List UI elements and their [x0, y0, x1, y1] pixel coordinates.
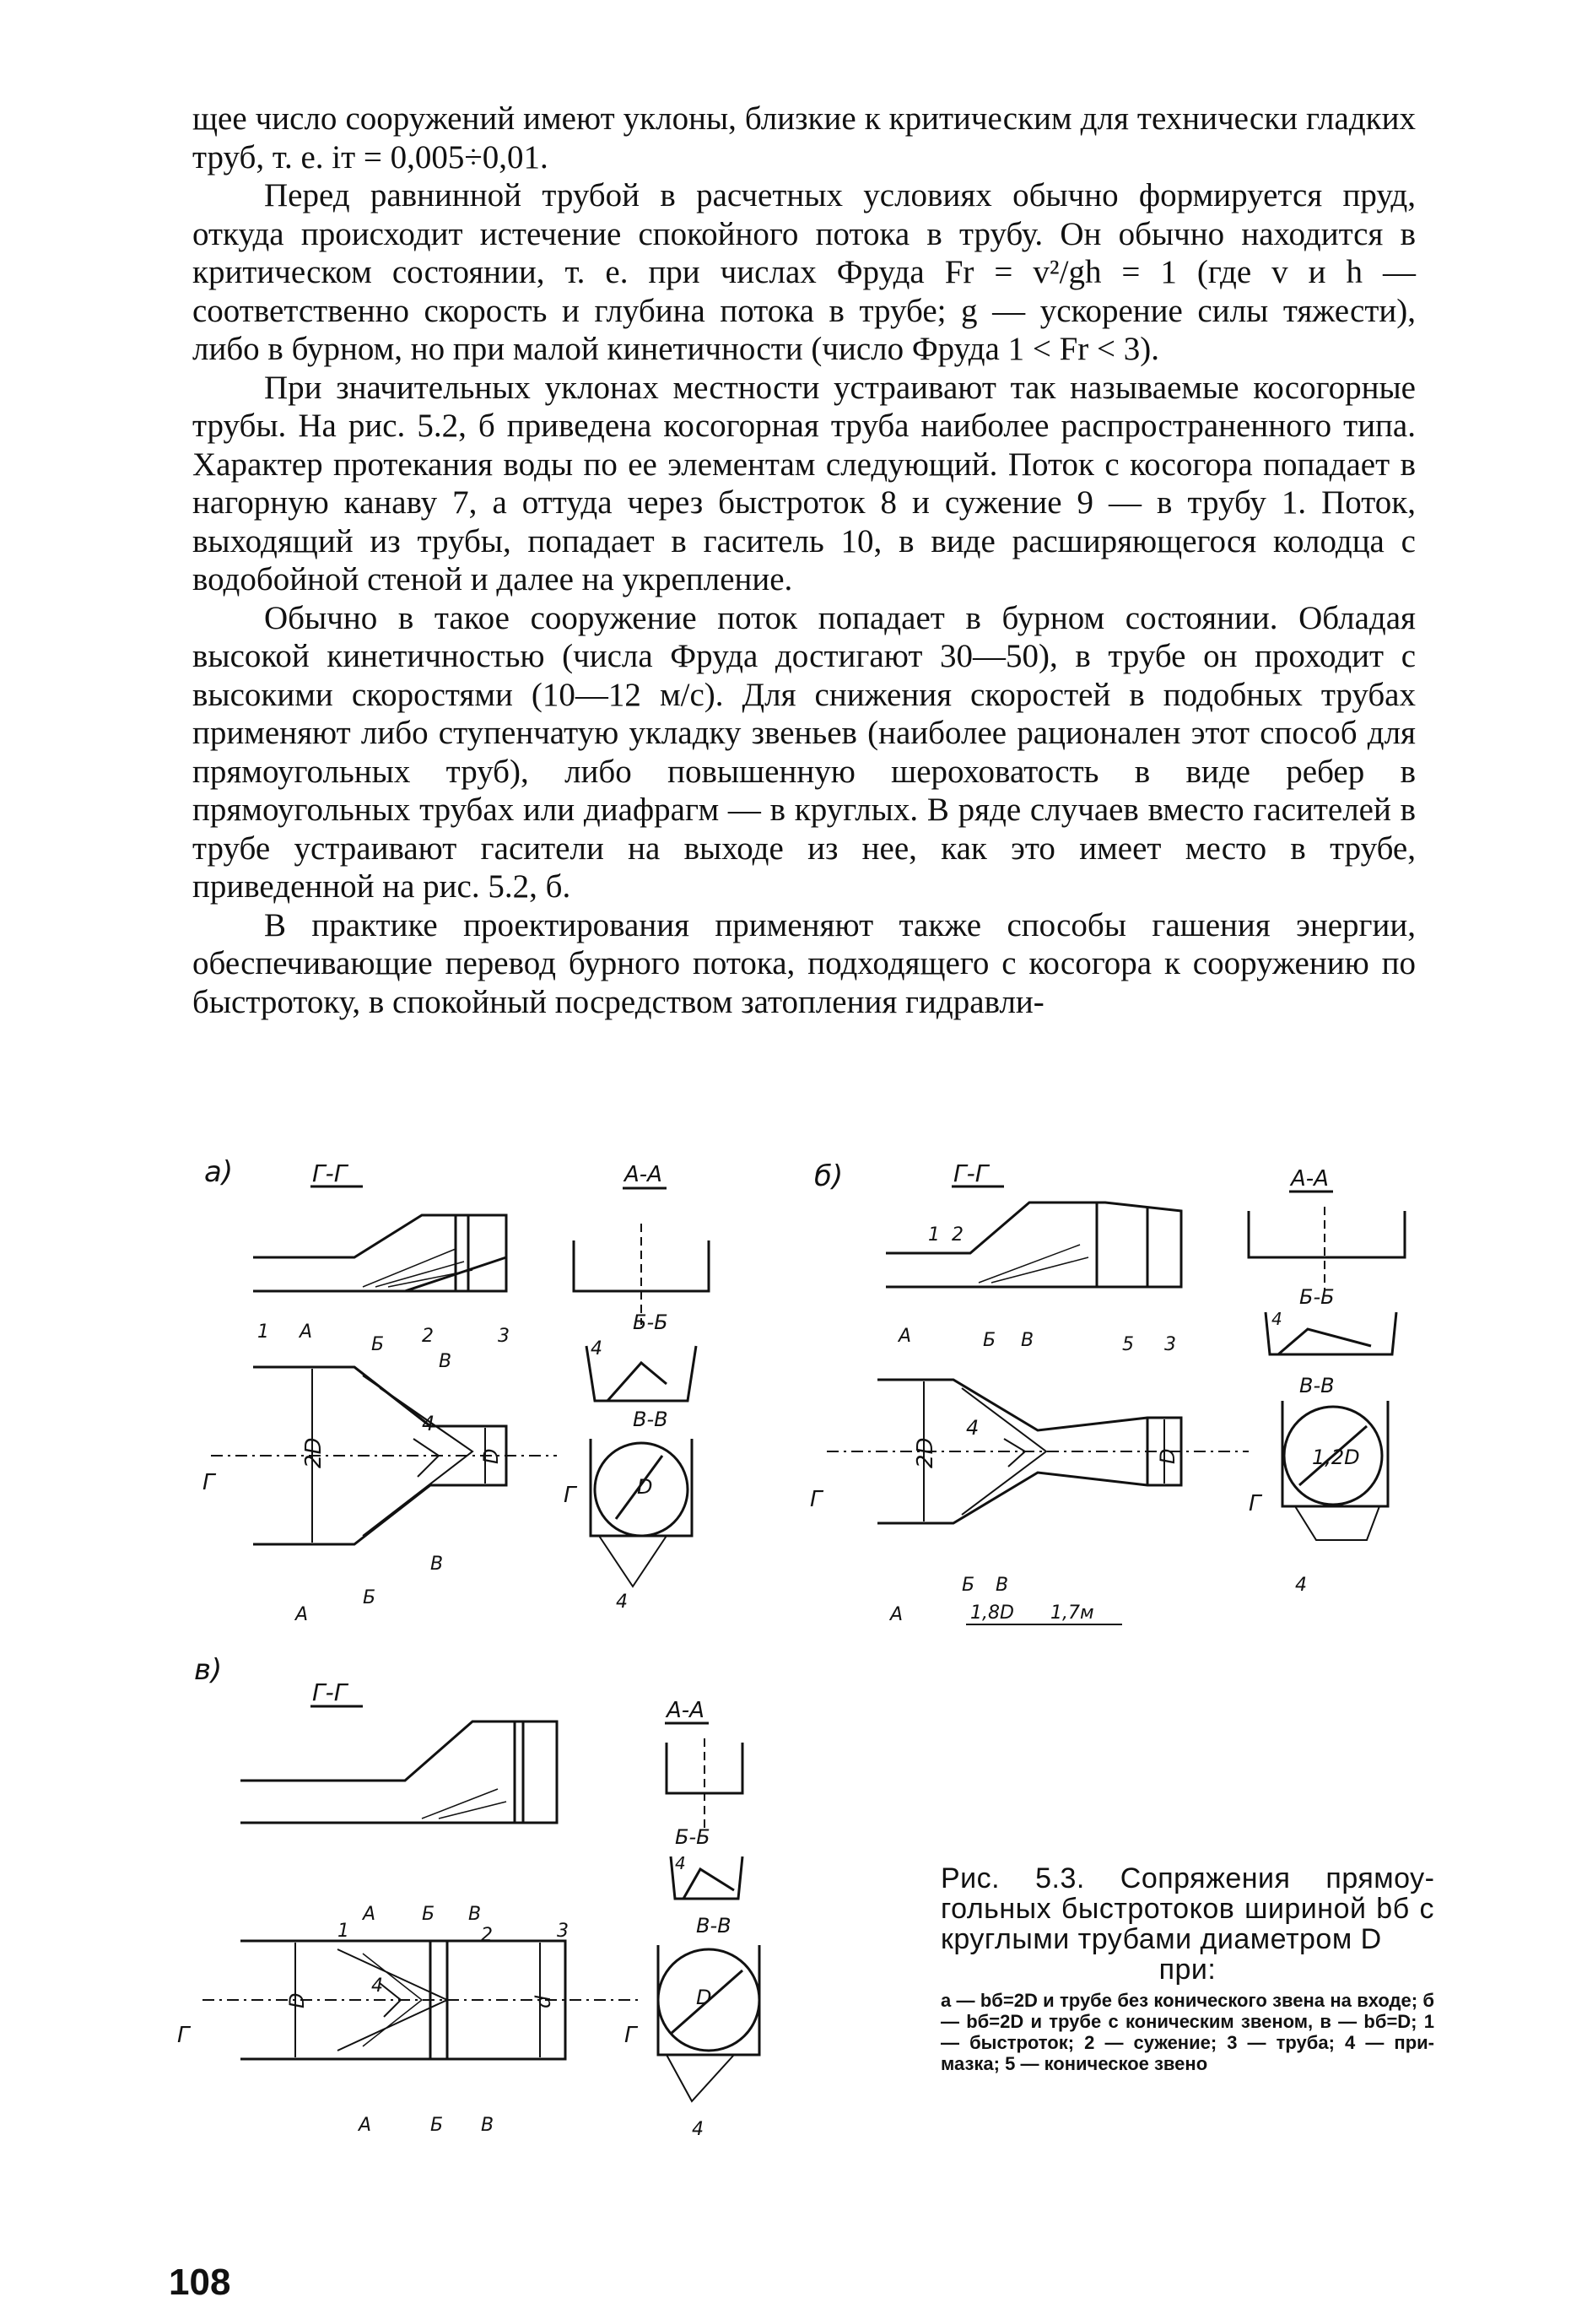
body-text	[192, 100, 1416, 1021]
svg-text:2: 2	[481, 1925, 493, 1946]
panel-b-letter: б)	[814, 1159, 844, 1193]
panel-v-letter: в)	[194, 1653, 223, 1687]
svg-text:d: d	[532, 1995, 555, 2008]
figure-panel-b	[810, 1148, 1417, 1654]
svg-text:А: А	[899, 1326, 912, 1347]
svg-text:4: 4	[692, 2119, 704, 2140]
svg-text:В: В	[481, 2115, 494, 2136]
svg-text:1: 1	[337, 1921, 349, 1942]
svg-text:В: В	[439, 1351, 452, 1372]
svg-text:1: 1	[257, 1321, 269, 1343]
svg-text:4: 4	[422, 1412, 435, 1435]
svg-text:Б-Б: Б-Б	[1299, 1285, 1335, 1309]
svg-text:А: А	[359, 2115, 372, 2136]
svg-text:Б: Б	[962, 1575, 975, 1596]
svg-text:4: 4	[1271, 1309, 1282, 1329]
svg-text:В-В: В-В	[696, 1914, 731, 1938]
svg-text:2: 2	[422, 1326, 434, 1347]
svg-text:В-В: В-В	[633, 1408, 668, 1431]
panel-a-letter: а)	[204, 1155, 234, 1189]
svg-text:Б: Б	[422, 1904, 435, 1925]
svg-text:4: 4	[591, 1338, 602, 1359]
svg-text:В: В	[468, 1904, 482, 1925]
svg-text:4: 4	[675, 1853, 686, 1873]
svg-text:Г: Г	[810, 1487, 823, 1512]
figure-caption	[941, 1863, 1434, 2074]
svg-text:В: В	[430, 1554, 444, 1575]
svg-text:А: А	[300, 1321, 313, 1343]
svg-text:D: D	[1156, 1448, 1179, 1464]
svg-text:1: 1	[928, 1224, 940, 1246]
page-number: 108	[169, 2262, 231, 2303]
svg-text:5: 5	[1122, 1334, 1134, 1355]
svg-text:D: D	[285, 1992, 309, 2008]
svg-text:В: В	[1021, 1330, 1034, 1351]
svg-text:3: 3	[1164, 1334, 1176, 1355]
svg-text:4: 4	[966, 1416, 980, 1440]
svg-text:1,7м: 1,7м	[1050, 1602, 1094, 1624]
svg-text:D: D	[479, 1448, 503, 1464]
svg-text:Г: Г	[177, 2023, 190, 2048]
svg-text:1,2D: 1,2D	[1312, 1446, 1360, 1469]
svg-text:А: А	[295, 1604, 309, 1625]
svg-text:А-А: А-А	[624, 1162, 662, 1187]
svg-text:2: 2	[952, 1224, 964, 1246]
svg-text:D: D	[637, 1475, 653, 1499]
svg-text:Г: Г	[1249, 1491, 1261, 1516]
svg-text:Б-Б: Б-Б	[633, 1311, 668, 1334]
svg-text:D: D	[696, 1986, 712, 2009]
svg-text:А: А	[363, 1904, 376, 1925]
svg-text:А: А	[890, 1604, 904, 1625]
svg-text:4: 4	[1295, 1575, 1307, 1596]
svg-text:А-А: А-А	[667, 1698, 704, 1723]
svg-text:4: 4	[616, 1592, 628, 1613]
paragraph-4: Обычно в такое сооружение поток попадает в бурном состоянии. Обладая высокой кинетичностью (числа Фруда достигают 30—50), в трубе он проходит с высокими скоростями (10—12 м/с). Для снижения скоростей в подобных трубах применяют либо ступенчатую укладку звеньев (наиболее рационален этот способ для прямоугольных труб), либо повышенную шероховатость в виде ребер в прямоугольных трубах или диафрагм — в круглых. В ряде случаев вместо гасителей в трубе устраивают гасители на выходе из нее, как это имеет место в трубе, приведенной на рис. 5.2, б.	[192, 599, 1416, 905]
svg-text:1,8D: 1,8D	[970, 1602, 1014, 1624]
svg-text:3: 3	[498, 1326, 510, 1347]
paragraph-2: Перед равнинной трубой в расчетных условиях обычно формируется пруд, откуда происходит истечение спокойного потока в трубу. Он обычно находится в критическом состоянии, т. е. при числах Фруда Fr = v²/gh = 1 (где v и h — соответственно скорость и глубина потока в трубе; g — ускорение силы тяжести), либо в бурном, но при малой кинетичности (число Фруда 1 < Fr < 3).	[192, 177, 1416, 367]
caption-legend: а — bб=2D и трубе без конического звена на входе; б — bб=2D и трубе с коническим звеном, в — bб=D; 1 — быстроток; 2 — сужение; 3 — труба; 4 — примазка; 5 — коническое звено	[941, 1990, 1434, 2074]
svg-text:В-В: В-В	[1299, 1374, 1335, 1397]
svg-text:В: В	[996, 1575, 1009, 1596]
svg-text:2D: 2D	[913, 1437, 938, 1468]
svg-text:Г: Г	[202, 1470, 215, 1495]
svg-text:Г: Г	[564, 1483, 576, 1508]
paragraph-5: В практике проектирования применяют также способы гашения энергии, обеспечивающие перевод бурного потока, подходящего с косогора к сооружению по быстротоку, в спокойный посредством затопления гидравли-	[192, 906, 1416, 1020]
paragraph-1: щее число сооружений имеют уклоны, близкие к критическим для технически гладких труб, т. е. iт = 0,005÷0,01.	[192, 100, 1416, 176]
svg-text:Б: Б	[371, 1334, 385, 1355]
svg-text:2D: 2D	[301, 1437, 327, 1468]
svg-text:3: 3	[557, 1921, 569, 1942]
svg-text:А-А: А-А	[1291, 1166, 1329, 1192]
panel-a-section-gg: Г-Г	[312, 1159, 348, 1187]
figure-panel-a	[194, 1148, 717, 1654]
svg-text:4: 4	[371, 1975, 383, 1997]
caption-title: Рис. 5.3. Сопряжения прямоугольных быстротоков шириной bб с круглыми трубами диаметром D при:	[941, 1862, 1434, 1986]
svg-text:Г-Г: Г-Г	[953, 1159, 989, 1187]
svg-text:Б-Б: Б-Б	[675, 1825, 710, 1849]
svg-text:Б: Б	[983, 1330, 996, 1351]
svg-text:Г-Г: Г-Г	[312, 1678, 348, 1706]
svg-text:Б: Б	[363, 1587, 376, 1608]
figure-panel-v	[169, 1646, 793, 2202]
svg-text:Б: Б	[430, 2115, 444, 2136]
svg-text:Г: Г	[624, 2023, 637, 2048]
paragraph-3: При значительных уклонах местности устраивают так называемые косогорные трубы. На рис. 5.2, б приведена косогорная труба наиболее распространенного типа. Характер протекания воды по ее элементам следующий. Поток с косогора попадает в нагорную канаву 7, а оттуда через быстроток 8 и сужение 9 — в трубу 1. Поток, выходящий из трубы, попадает в гаситель 10, в виде расширяющегося колодца с водобойной стеной и далее на укрепление.	[192, 369, 1416, 597]
